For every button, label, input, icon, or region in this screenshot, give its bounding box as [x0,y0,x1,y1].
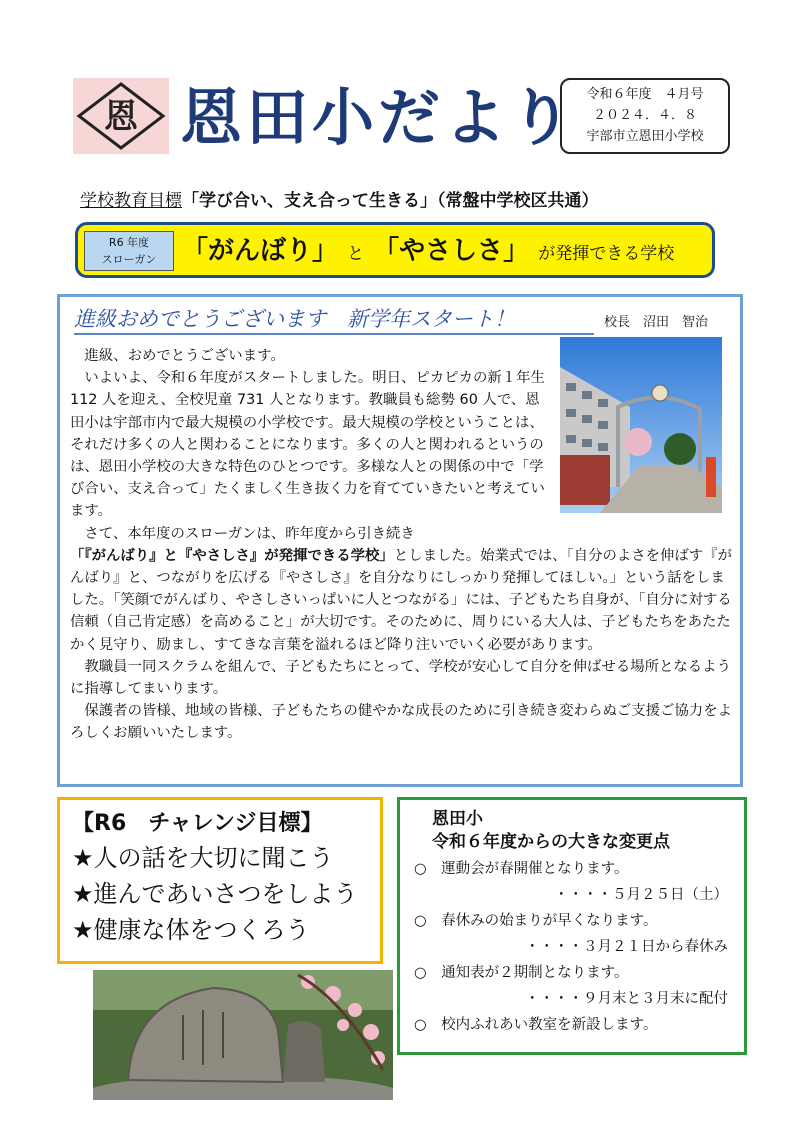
article-body [70,345,734,745]
monument-photo [93,970,393,1100]
change-item: ○ 運動会が春開催となります。 [414,861,629,877]
slogan-text [182,233,674,272]
school-emblem-icon [73,78,169,154]
slogan-part3: が発揮できる学校 [538,244,675,264]
slogan-part2: 「やさしさ」 [373,236,530,266]
article-para-3-b: としました。始業式では、「自分のよさを伸ばす『がんばり』と、つながりを広げる『やさしさ』を自分なりにしっかり発揮してほしい。」という話をしました。「笑顔でがんばり、やさしさいっぱいに人とつながる」には、子どもたち自身が、「自分に対する信頼（自己肯定感）を高めること」が大切です。そのために、周りにいる大人は、子どもたちをあたたかく見守り、励まし、すてきな言葉を溢れるほど降り注いでいく必要があります。 [70,547,732,653]
change-detail: ・・・・３月２１日から春休み [525,939,728,955]
challenge-item: ★進んであいさつをしよう [72,880,358,908]
change-item: ○ 春休みの始まりが早くなります。 [414,913,658,929]
article-para-2: いよいよ、令和６年度がスタートしました。明日、ピカピカの新１年生 112 人を迎え、全校児童 731 人となります。教職員も総勢 60 人で、恩田小は宇部市内で最大規模の小学校です。最大規模の学校ということは、それだけ多くの人と関わることになります。多くの人と関われるというのは、恩田小学校の大きな特色のひとつです。多様な人との関係の中で「学び合い、支え合って」たくましく生き抜く力を育てていきたいと考えています。 [70,370,545,520]
article-author: 校長 沼田 智治 [604,315,709,330]
changes-title-school: 恩田小 [432,809,483,829]
goal-label: 学校教育目標 [80,191,182,211]
change-detail: ・・・・５月２５日（土） [554,887,728,903]
challenge-title: 【R6 チャレンジ目標】 [72,811,323,836]
slogan-part1: 「がんばり」 [182,236,339,266]
school-name: 宇部市立恩田小学校 [586,129,704,144]
slogan-tag-label: スローガン [101,253,157,266]
challenge-item: ★健康な体をつくろう [72,916,310,944]
issue-date: ２０２４．４．８ [592,108,697,123]
slogan-tag [84,231,174,271]
issue-line: 令和６年度 ４月号 [586,87,704,102]
school-logo [73,78,169,154]
article-para-3 [70,523,734,656]
change-item: ○ 通知表が２期制となります。 [414,965,629,981]
change-detail: ・・・・９月末と３月末に配付 [525,991,728,1007]
principal-message [57,294,743,787]
changes-box [397,797,747,1055]
challenge-goals-box [57,797,383,964]
article-title: 進級おめでとうございます 新学年スタート！ [74,305,594,335]
slogan-banner [75,222,715,278]
changes-title: 令和６年度からの大きな変更点 [432,832,670,852]
article-para-3-a: さて、本年度のスローガンは、昨年度から引き続き [84,525,415,542]
issue-info [560,78,730,154]
article-para-1: 進級、おめでとうございます。 [84,348,285,364]
logo-char: 恩 [104,97,138,137]
masthead-title: 恩田小だより [180,81,577,154]
article-para-4: 教職員一同スクラムを組んで、子どもたちにとって、学校が安心して自分を伸ばせる場所となるように指導してまいります。 [70,658,731,698]
goal-text: 「学び合い、支え合って生きる」（常盤中学校区共通） [182,191,599,211]
monument-image [93,970,393,1100]
article-slogan-bold: 「『がんばり』と『やさしさ』が発揮できる学校」 [70,547,394,564]
slogan-tag-year: R6 年度 [108,236,150,249]
change-item: ○ 校内ふれあい教室を新設します。 [414,1017,658,1033]
challenge-item: ★人の話を大切に聞こう [72,844,334,872]
slogan-joiner: と [347,244,365,264]
school-goal [80,186,599,211]
article-para-5: 保護者の皆様、地域の皆様、子どもたちの健やかな成長のために引き続き変わらぬご支援ご協力をよろしくお願いいたします。 [70,703,732,742]
